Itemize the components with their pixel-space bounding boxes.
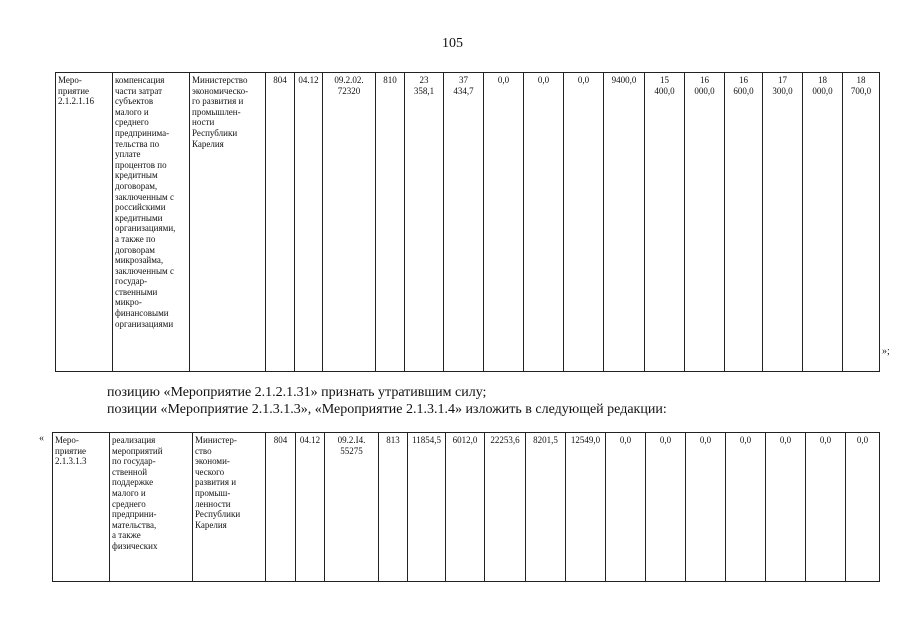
instruction-line-2: позиции «Мероприятие 2.1.3.1.3», «Мероприятие 2.1.3.1.4» изложить в следующей редакции: <box>107 402 667 417</box>
event-description: реализация мероприятий по государ- ственной поддержке малого и среднего предприни- мательства, а также физических <box>110 433 193 582</box>
value-cell: 0,0 <box>646 433 686 582</box>
value-cell: 23 358,1 <box>405 73 444 372</box>
value-cell: 0,0 <box>484 73 524 372</box>
value-cell: 0,0 <box>606 433 646 582</box>
value-cell: 18 700,0 <box>843 73 880 372</box>
csr-code: 09.2.02. 72320 <box>323 73 376 372</box>
vr-code: 810 <box>376 73 405 372</box>
value-cell: 6012,0 <box>446 433 485 582</box>
value-cell: 0,0 <box>766 433 806 582</box>
event-name: Меро- приятие 2.1.3.1.3 <box>53 433 110 582</box>
value-cell: 9400,0 <box>604 73 645 372</box>
event-name: Меро- приятие 2.1.2.1.16 <box>56 73 113 372</box>
value-cell: 17 300,0 <box>763 73 803 372</box>
value-cell: 18 000,0 <box>803 73 843 372</box>
vr-code: 813 <box>379 433 408 582</box>
opening-quote: « <box>39 433 44 444</box>
value-cell: 0,0 <box>726 433 766 582</box>
value-cell: 0,0 <box>806 433 846 582</box>
grbs-code: 804 <box>266 73 295 372</box>
table-row <box>53 433 880 582</box>
budget-table-1 <box>55 72 880 372</box>
value-cell: 11854,5 <box>408 433 446 582</box>
event-description: компенсация части затрат субъектов малого и среднего предпринима- тельства по уплате процентов по кредитным договорам, заключенным с российскими кредитными организациями, а также по договорам микрозайма, заключенным с государ- ственными микро- финансовыми организациями <box>113 73 190 372</box>
budget-table-2 <box>52 432 880 582</box>
value-cell: 0,0 <box>524 73 564 372</box>
value-cell: 0,0 <box>564 73 604 372</box>
value-cell: 15 400,0 <box>645 73 685 372</box>
page-number: 105 <box>442 36 463 51</box>
value-cell: 16 600,0 <box>725 73 763 372</box>
rzpr-code: 04.12 <box>296 433 325 582</box>
value-cell: 0,0 <box>686 433 726 582</box>
rzpr-code: 04.12 <box>295 73 323 372</box>
closing-quote: »; <box>882 346 890 357</box>
value-cell: 8201,5 <box>526 433 566 582</box>
value-cell: 16 000,0 <box>685 73 725 372</box>
value-cell: 12549,0 <box>566 433 606 582</box>
csr-code: 09.2.I4. 55275 <box>325 433 379 582</box>
grbs-code: 804 <box>266 433 296 582</box>
value-cell: 22253,6 <box>485 433 526 582</box>
executor: Министерство экономическо- го развития и промышлен- ности Республики Карелия <box>190 73 266 372</box>
table-row <box>56 73 880 372</box>
instruction-line-1: позицию «Мероприятие 2.1.2.1.31» признать утратившим силу; <box>107 385 487 400</box>
value-cell: 37 434,7 <box>444 73 484 372</box>
value-cell: 0,0 <box>846 433 880 582</box>
executor: Министер- ство экономи- ческого развития и промыш- ленности Республики Карелия <box>193 433 266 582</box>
